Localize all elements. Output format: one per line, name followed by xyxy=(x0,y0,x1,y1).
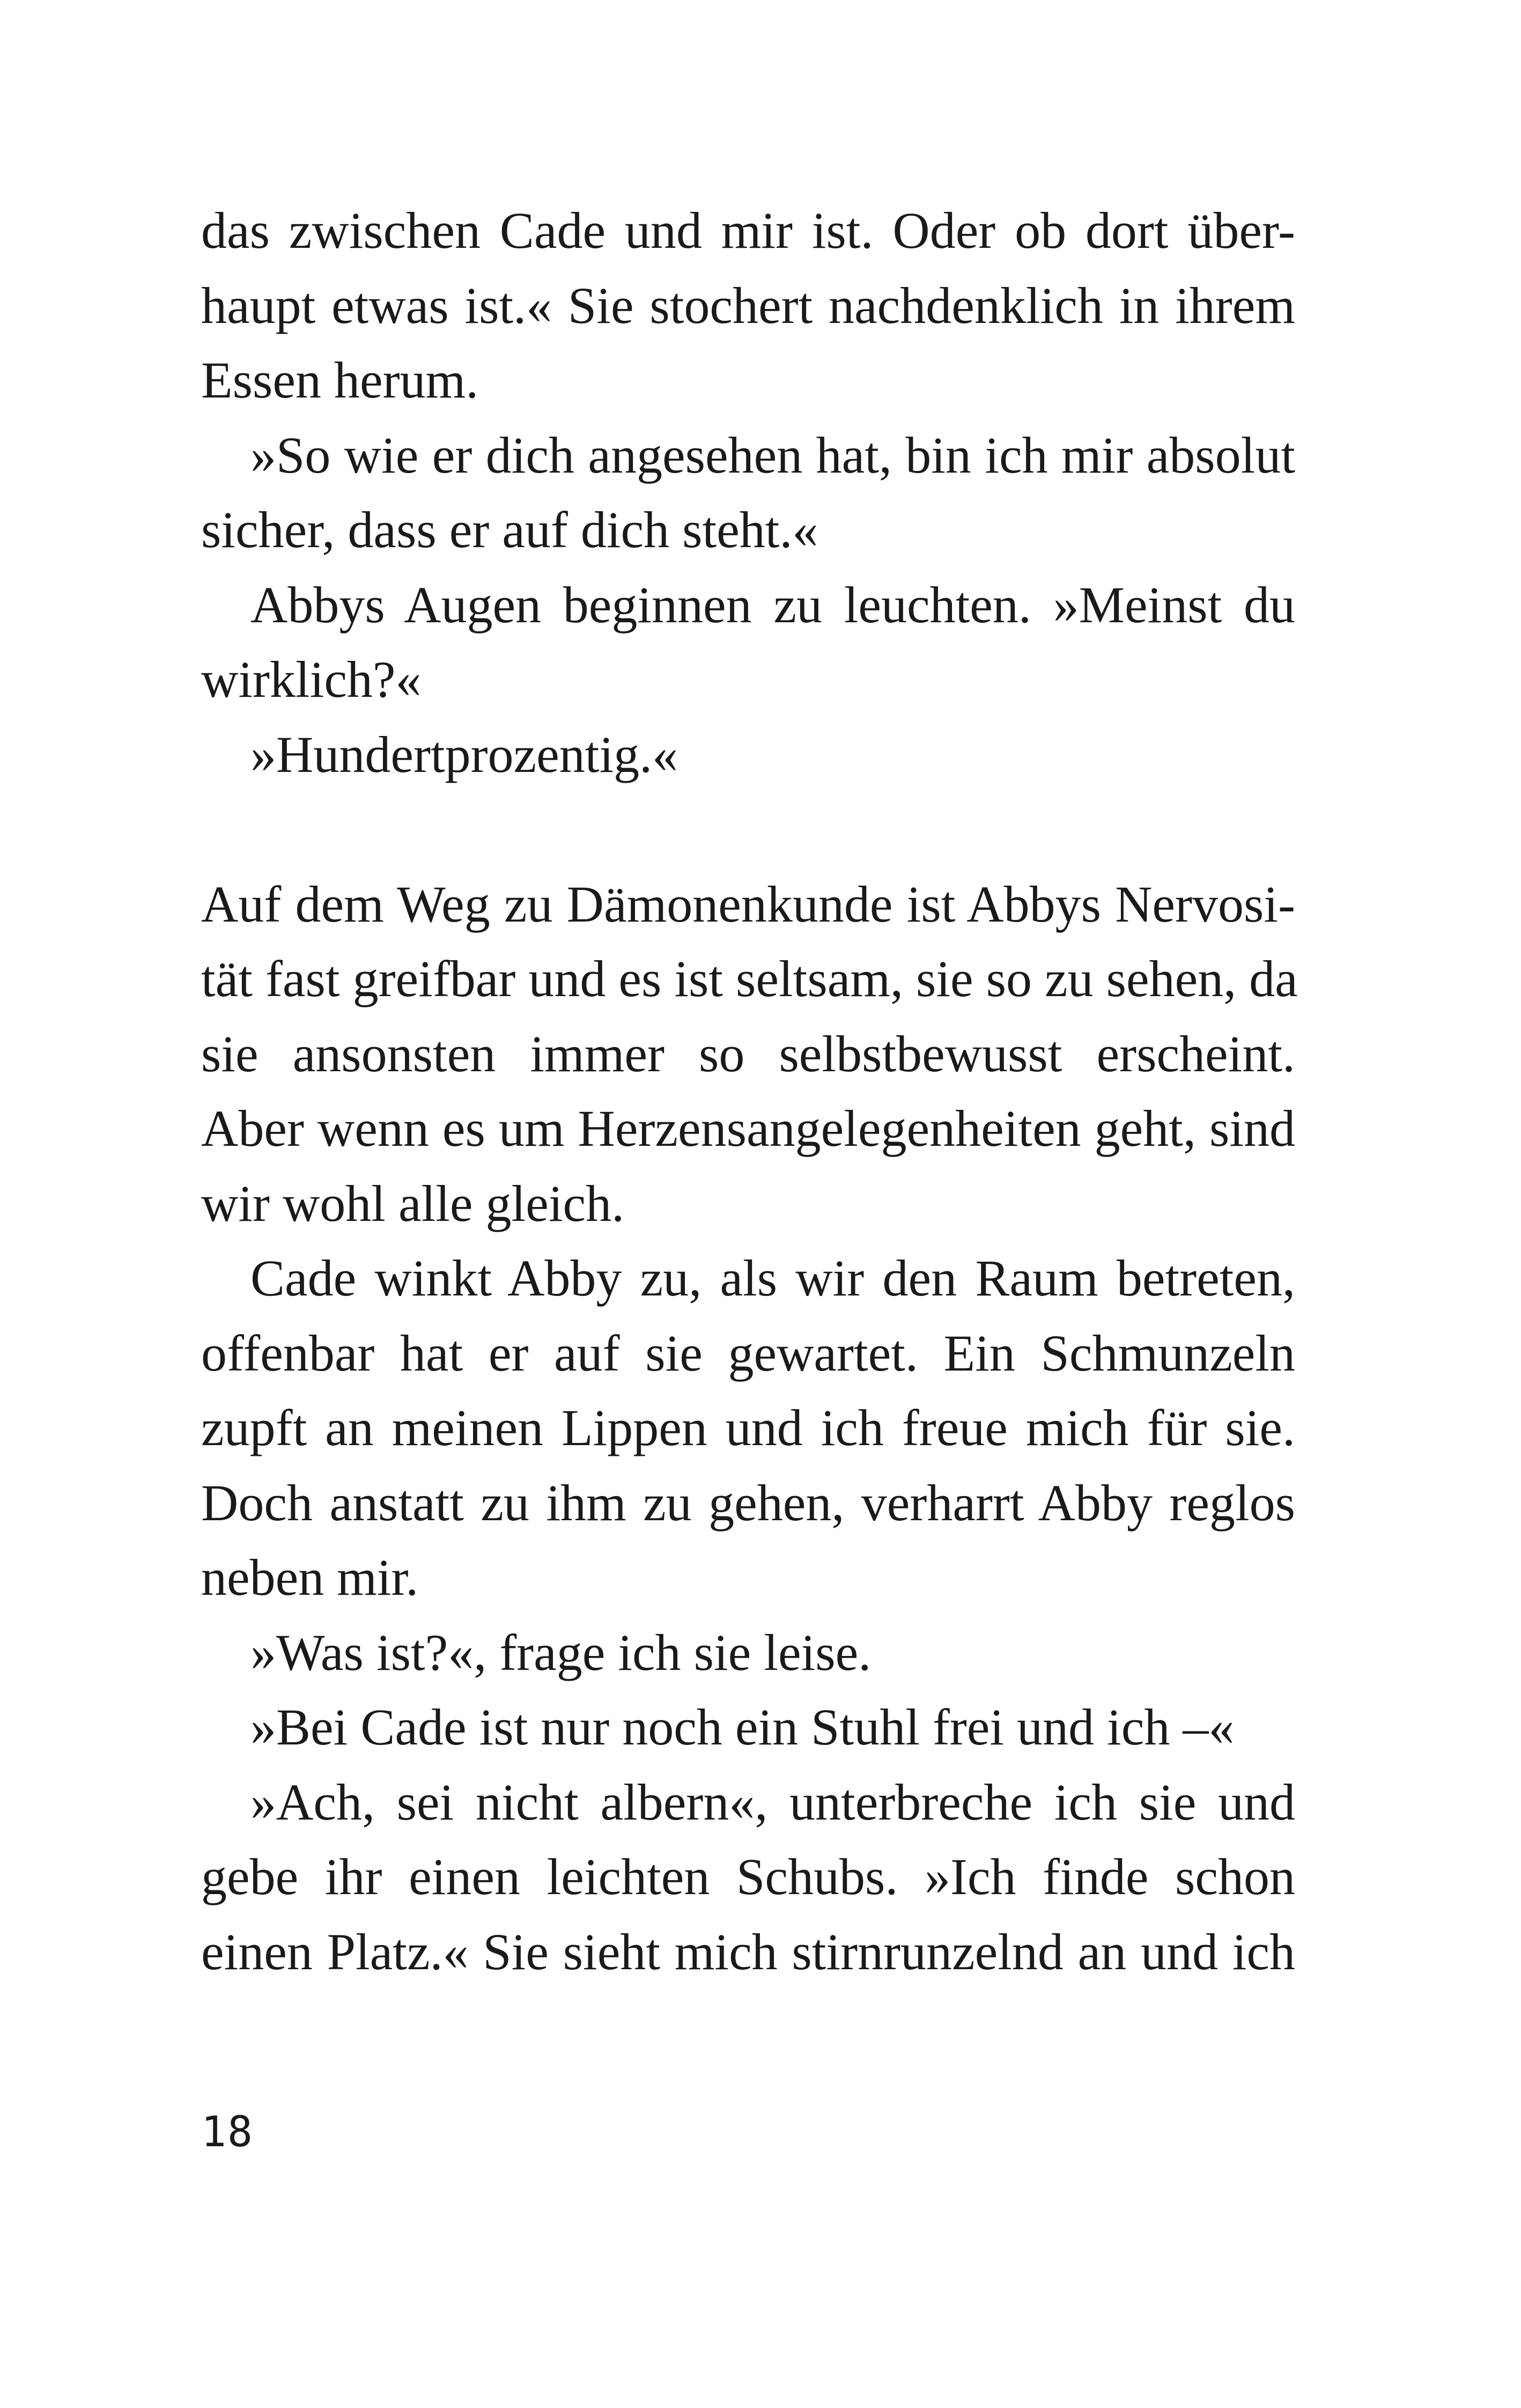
text-line: einen Platz.« Sie sieht mich stirnrunzelnd an und ich xyxy=(201,1923,1295,1980)
text-line: »Bei Cade ist nur noch ein Stuhl frei und ich –« xyxy=(250,1698,1235,1756)
text-line: Essen herum. xyxy=(201,351,479,409)
text-line: wirklich?« xyxy=(201,651,422,708)
text-line: Aber wenn es um Herzensangelegenheiten geht, sind xyxy=(201,1100,1295,1157)
page-text-block xyxy=(201,193,1298,1989)
text-line: tät fast greifbar und es ist seltsam, sie so zu sehen, da xyxy=(201,950,1298,1007)
text-line: Auf dem Weg zu Dämonenkunde ist Abbys Nervosi- xyxy=(201,875,1295,933)
text-line: sicher, dass er auf dich steht.« xyxy=(201,501,818,558)
text-line: gebe ihr einen leichten Schubs. »Ich finde schon xyxy=(201,1848,1295,1905)
text-line: Doch anstatt zu ihm zu gehen, verharrt Abby reglos xyxy=(201,1474,1295,1531)
text-line: »So wie er dich angesehen hat, bin ich mir absolut xyxy=(250,426,1295,484)
page-number: 18 xyxy=(201,2108,254,2156)
text-line: Abbys Augen beginnen zu leuchten. »Meinst du xyxy=(250,576,1295,634)
text-line: neben mir. xyxy=(201,1549,419,1606)
text-line: offenbar hat er auf sie gewartet. Ein Schmunzeln xyxy=(201,1324,1295,1382)
section-break xyxy=(201,792,1295,867)
text-line: »Ach, sei nicht albern«, unterbreche ich sie und xyxy=(250,1773,1295,1831)
text-line: zupft an meinen Lippen und ich freue mich für sie. xyxy=(201,1399,1295,1456)
text-line: wir wohl alle gleich. xyxy=(201,1174,625,1232)
text-line: »Hundertprozentig.« xyxy=(250,725,678,783)
text-line: sie ansonsten immer so selbstbewusst erscheint. xyxy=(201,1025,1295,1083)
text-line: haupt etwas ist.« Sie stochert nachdenklich in ihrem xyxy=(201,276,1295,334)
text-line: Cade winkt Abby zu, als wir den Raum betreten, xyxy=(250,1249,1295,1307)
text-line: das zwischen Cade und mir ist. Oder ob dort über- xyxy=(201,202,1295,259)
text-line: »Was ist?«, frage ich sie leise. xyxy=(250,1623,872,1681)
